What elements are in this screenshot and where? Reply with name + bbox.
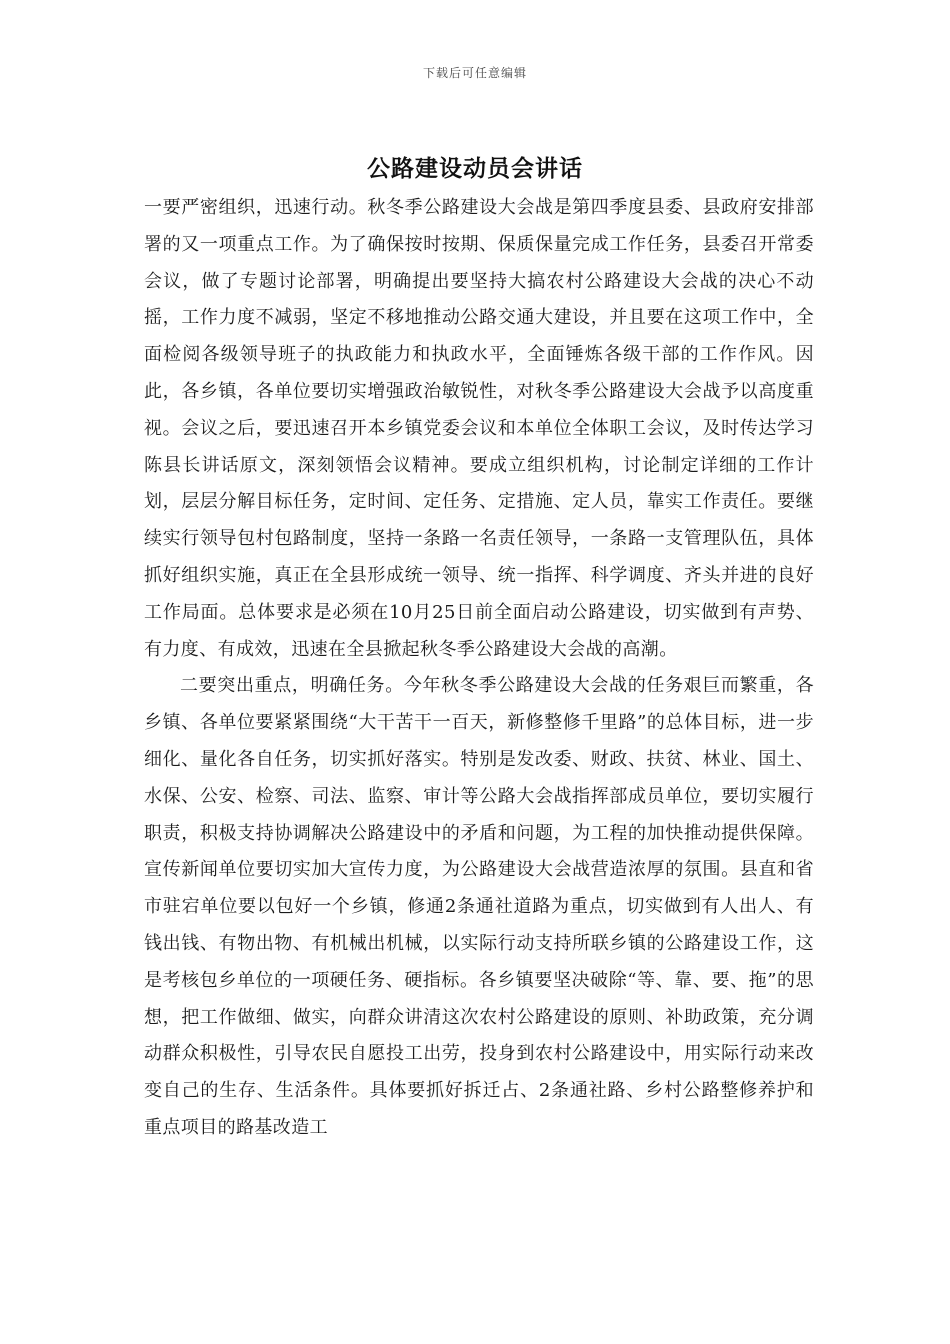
paragraph-1: 一要严密组织，迅速行动。秋冬季公路建设大会战是第四季度县委、县政府安排部署的又一项重点工作。为了确保按时按期、保质保量完成工作任务，县委召开常委会议，做了专题讨论部署，明确提出要坚持大搞农村公路建设大会战的决心不动摇，工作力度不减弱，坚定不移地推动公路交通大建设，并且要在这项工作中，全面检阅各级领导班子的执政能力和执政水平，全面锤炼各级干部的工作作风。因此，各乡镇，各单位要切实增强政治敏锐性，对秋冬季公路建设大会战予以高度重视。会议之后，要迅速召开本乡镇党委会议和本单位全体职工会议，及时传达学习陈县长讲话原文，深刻领悟会议精神。要成立组织机构，讨论制定详细的工作计划，层层分解目标任务，定时间、定任务、定措施、定人员，靠实工作责任。要继续实行领导包村包路制度，坚持一条路一名责任领导，一条路一支管理队伍，具体抓好组织实施，真正在全县形成统一领导、统一指挥、科学调度、齐头并进的良好工作局面。总体要求是必须在10月25日前全面启动公路建设，切实做到有声势、有力度、有成效，迅速在全县掀起秋冬季公路建设大会战的高潮。 [144, 197, 814, 660]
document-body [144, 190, 814, 1147]
header-note: 下载后可任意编辑 [422, 66, 527, 80]
document-title: 公路建设动员会讲话 [367, 156, 583, 182]
paragraph-2: 二要突出重点，明确任务。今年秋冬季公路建设大会战的任务艰巨而繁重，各乡镇、各单位要紧紧围绕“大干苦干一百天，新修整修千里路”的总体目标，进一步细化、量化各自任务，切实抓好落实。特别是发改委、财政、扶贫、林业、国土、水保、公安、检察、司法、监察、审计等公路大会战指挥部成员单位，要切实履行职责，积极支持协调解决公路建设中的矛盾和问题，为工程的加快推动提供保障。宣传新闻单位要切实加大宣传力度，为公路建设大会战营造浓厚的氛围。县直和省市驻宕单位要以包好一个乡镇，修通2条通社道路为重点，切实做到有人出人、有钱出钱、有物出物、有机械出机械，以实际行动支持所联乡镇的公路建设工作，这是考核包乡单位的一项硬任务、硬指标。各乡镇要坚决破除“等、靠、要、拖”的思想，把工作做细、做实，向群众讲清这次农村公路建设的原则、补助政策，充分调动群众积极性，引导农民自愿投工出劳，投身到农村公路建设中，用实际行动来改变自己的生存、生活条件。具体要抓好拆迁占、2条通社路、乡村公路整修养护和重点项目的路基改造工 [144, 675, 814, 1138]
